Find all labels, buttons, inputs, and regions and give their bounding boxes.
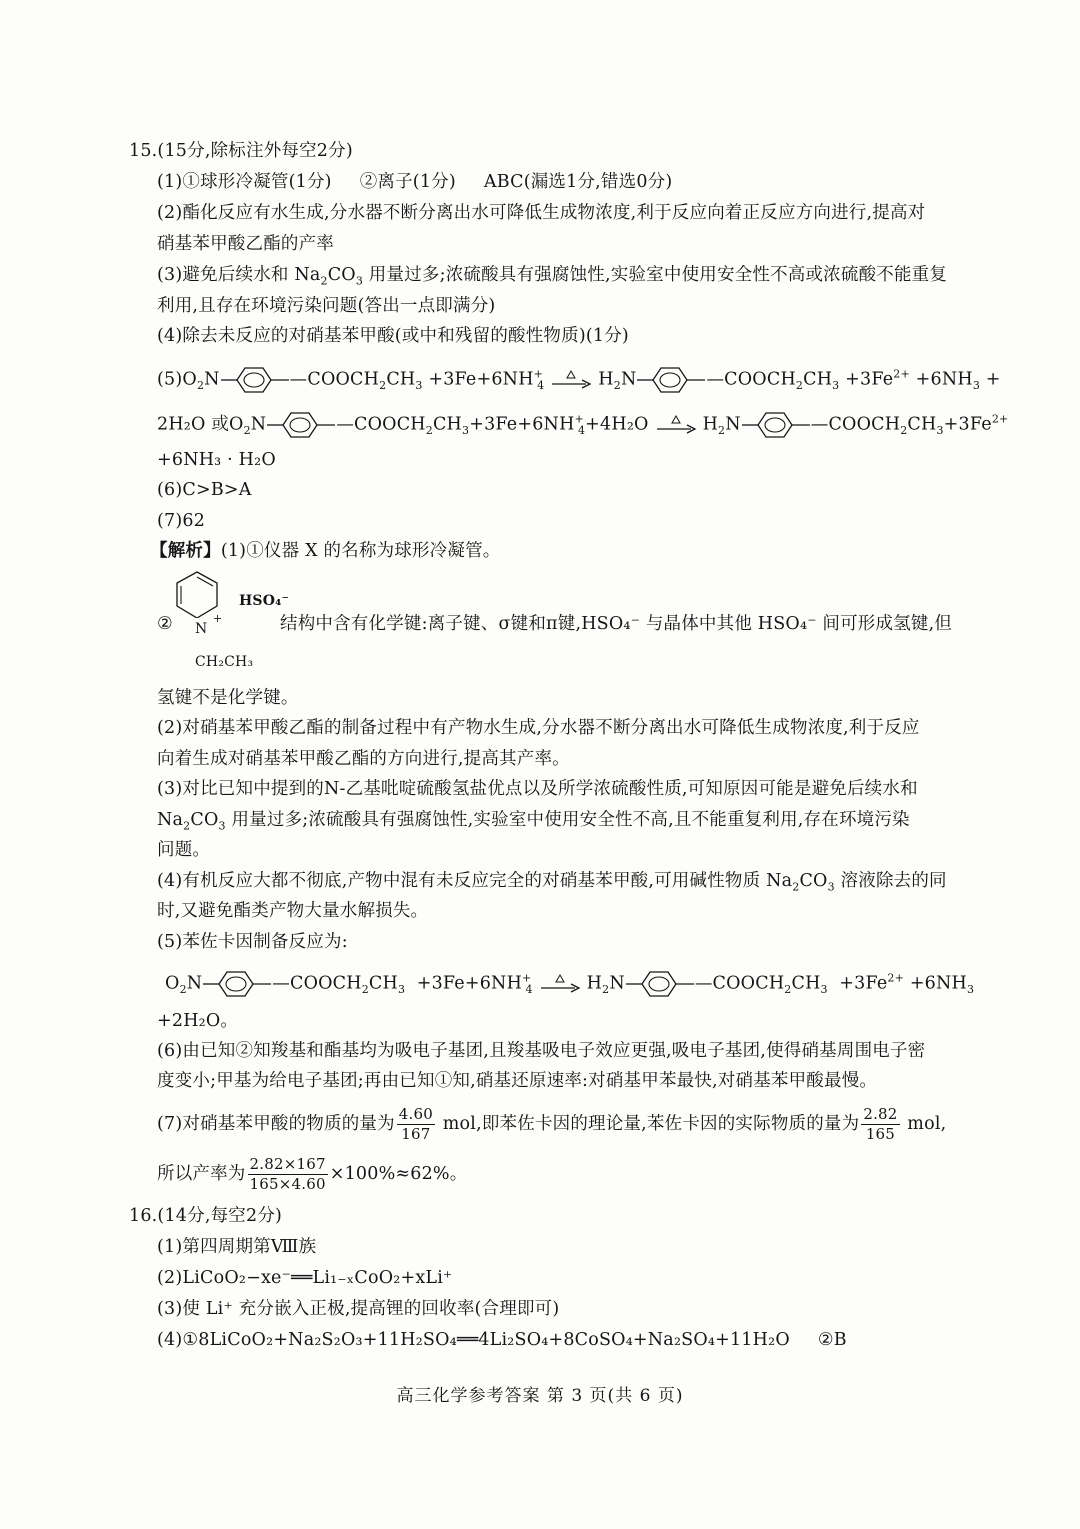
analysis-5-equation-line1: $O_2N$ $—COOCH_2CH_3 +3Fe+6NH^+_4$ $H_2N$ $—COOCH_2CH_3 +3Fe^{2+} +6NH_3$ xyxy=(165,971,975,996)
analysis-6-line1: (6)由已知②知羧基和酯基均为吸电子基团,且羧基吸电子效应更强,吸电子基团,使得硝基周围电子密 xyxy=(157,1041,926,1061)
analysis-6-line2: 度变小;甲基为给电子基团;再由已知①知,硝基还原速率:对硝基甲苯最快,对硝基苯甲酸最慢。 xyxy=(157,1071,878,1091)
benzene-ring-icon xyxy=(267,411,335,439)
q15-answer-5-equation-line2: 2H₂O 或$O_2N$ $—COOCH_2CH_3+3Fe+6NH^+_4+4H_2O$ $H_2N$ $—COOCH_2CH_3+3Fe^{2+}$ xyxy=(157,412,1009,437)
q15-answer-2-line2: 硝基苯甲酸乙酯的产率 xyxy=(157,234,334,254)
page-footer: 高三化学参考答案 第 3 页(共 6 页) xyxy=(396,1386,684,1406)
q15-answer-6: (6)C>B>A xyxy=(157,480,252,500)
analysis-7-line1: (7)对硝基苯甲酸的物质的量为 $\frac{4.60}{167}$ mol,即苯佐卡因的理论量,苯佐卡因的实际物质的量为 $\frac{2.82}{165}$ mol, xyxy=(157,1105,947,1143)
q16-answer-1: (1)第四周期第Ⅷ族 xyxy=(157,1237,317,1257)
analysis-4-line1: (4)有机反应大都不彻底,产物中混有未反应完全的对硝基苯甲酸,可用碱性物质 $Na_2CO_3$ 溶液除去的同 xyxy=(157,871,947,894)
benzene-ring-icon xyxy=(221,366,289,394)
fraction: $\frac{2.82\times 167}{165\times 4.60}$ xyxy=(249,1155,326,1193)
pyridinium-structure: ② N + HSO₄⁻ CH₂CH₃ xyxy=(157,568,287,673)
analysis-1-2-text: 结构中含有化学键:离子键、σ键和π键,HSO₄⁻ 与晶体中其他 HSO₄⁻ 间可形成氢键,但 xyxy=(280,614,953,634)
q15-answer-4: (4)除去未反应的对硝基苯甲酸(或中和残留的酸性物质)(1分) xyxy=(157,326,629,346)
benzene-ring-icon xyxy=(203,970,271,998)
q16-answer-2: (2)LiCoO₂−xe⁻══Li₁₋ₓCoO₂+xLi⁺ xyxy=(157,1268,453,1288)
fraction: $\frac{2.82}{165}$ xyxy=(863,1105,898,1143)
analysis-3-line2: $Na_2CO_3$ 用量过多;浓硫酸具有强腐蚀性,实验室中使用安全性不高,且不能重复利用,存在环境污染 xyxy=(157,810,910,833)
q15-answer-1: (1)①球形冷凝管(1分) ②离子(1分) ABC(漏选1分,错选0分) xyxy=(157,172,673,192)
analysis-7-line2: 所以产率为 $\frac{2.82\times 167}{165\times 4.60}$ ×100%≈62%。 xyxy=(157,1155,468,1193)
q15-answer-3-line2: 利用,且存在环境污染问题(答出一点即满分) xyxy=(157,296,496,316)
heat-arrow-icon xyxy=(539,972,581,996)
q15-answer-5-equation-line3: +6NH₃ · H₂O xyxy=(157,450,276,470)
benzene-ring-icon xyxy=(626,970,694,998)
q15-answer-3-line1: (3)避免后续水和 $Na_2CO_3$ 用量过多;浓硫酸具有强腐蚀性,实验室中使用安全性不高或浓硫酸不能重复 xyxy=(157,265,948,288)
analysis-5: (5)苯佐卡因制备反应为: xyxy=(157,932,348,952)
q15-answer-7: (7)62 xyxy=(157,511,206,531)
analysis-2-line1: (2)对硝基苯甲酸乙酯的制备过程中有产物水生成,分水器不断分离出水可降低生成物浓度,利于反应 xyxy=(157,718,920,738)
q16-answer-3: (3)使 Li⁺ 充分嵌入正极,提高锂的回收率(合理即可) xyxy=(157,1299,560,1319)
heat-arrow-icon xyxy=(550,368,592,392)
q15-header: 15.(15分,除标注外每空2分) xyxy=(129,141,353,161)
q16-answer-4: (4)①8LiCoO₂+Na₂S₂O₃+11H₂SO₄══4Li₂SO₄+8CoSO₄+Na₂SO₄+11H₂O ②B xyxy=(157,1330,847,1350)
q15-answer-2-line1: (2)酯化反应有水生成,分水器不断分离出水可降低生成物浓度,利于反应向着正反应方向进行,提高对 xyxy=(157,203,926,223)
analysis-3-line3: 问题。 xyxy=(157,840,211,860)
q15-answer-5-equation-line1: $(5)O_2N$ $—COOCH_2CH_3 +3Fe+6NH^+_4$ $H_2N$ $—COOCH_2CH_3 +3Fe^{2+} +6NH_3$ + xyxy=(157,367,1001,392)
benzene-ring-icon xyxy=(742,411,810,439)
analysis-4-line2: 时,又避免酯类产物大量水解损失。 xyxy=(157,901,429,921)
analysis-2-line2: 向着生成对硝基苯甲酸乙酯的方向进行,提高其产率。 xyxy=(157,749,570,769)
analysis-line-1: 【解析】(1)①仪器 X 的名称为球形冷凝管。 xyxy=(150,541,501,561)
fraction: $\frac{4.60}{167}$ xyxy=(398,1105,433,1143)
analysis-5-equation-line2: +2H₂O。 xyxy=(157,1011,239,1031)
q16-header: 16.(14分,每空2分) xyxy=(129,1206,283,1226)
heat-arrow-icon xyxy=(655,413,697,437)
analysis-3-line1: (3)对比已知中提到的N-乙基吡啶硫酸氢盐优点以及所学浓硫酸性质,可知原因可能是避免后续水和 xyxy=(157,779,918,799)
analysis-1-2-end: 氢键不是化学键。 xyxy=(157,688,299,708)
benzene-ring-icon xyxy=(637,366,705,394)
plus-charge: + xyxy=(213,612,223,625)
